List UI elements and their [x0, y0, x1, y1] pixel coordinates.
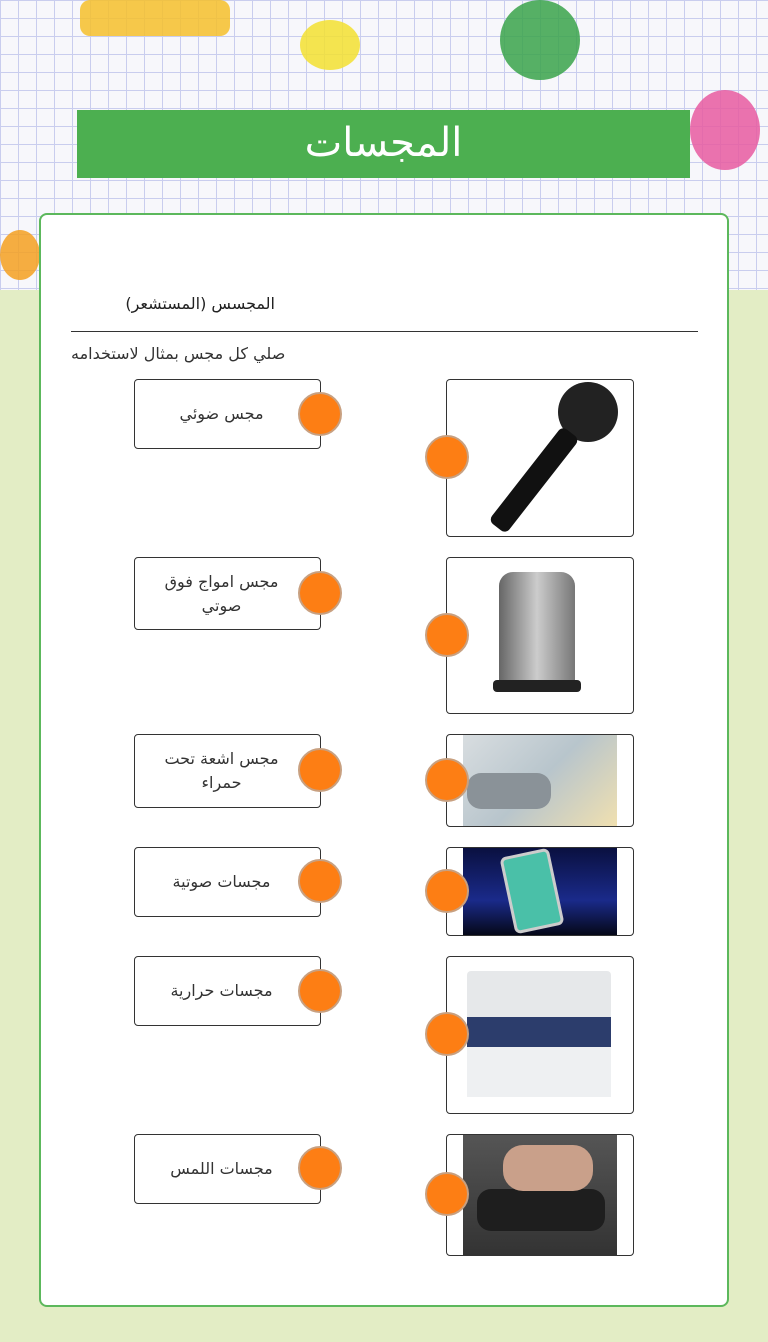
match-left-item[interactable]: [134, 847, 321, 917]
match-right-item[interactable]: [446, 956, 634, 1114]
question-instruction: صلي كل مجس بمثال لاستخدامه: [71, 344, 286, 363]
microphone-image: [463, 380, 617, 536]
right-connector-dot[interactable]: [425, 613, 469, 657]
school-bus-doodle: [80, 0, 230, 36]
match-right-item[interactable]: [446, 557, 634, 714]
left-connector-dot[interactable]: [298, 748, 342, 792]
right-connector-dot[interactable]: [425, 869, 469, 913]
match-left-item[interactable]: [134, 1134, 321, 1204]
match-left-item[interactable]: [134, 379, 321, 449]
printer-image: [463, 957, 617, 1113]
match-right-item[interactable]: [446, 734, 634, 827]
match-right-item[interactable]: [446, 379, 634, 537]
match-left-item[interactable]: [134, 557, 321, 630]
question-title: المجسس (المستشعر): [125, 294, 275, 313]
kettle-image: [463, 558, 617, 713]
smartphone-image: [463, 848, 617, 935]
left-connector-dot[interactable]: [298, 392, 342, 436]
divider: [71, 331, 698, 332]
match-left-item[interactable]: [134, 956, 321, 1026]
right-connector-dot[interactable]: [425, 1172, 469, 1216]
left-connector-dot[interactable]: [298, 969, 342, 1013]
match-right-item[interactable]: [446, 847, 634, 936]
tree-doodle: [500, 0, 580, 80]
right-connector-dot[interactable]: [425, 758, 469, 802]
match-right-item[interactable]: [446, 1134, 634, 1256]
right-connector-dot[interactable]: [425, 435, 469, 479]
left-connector-dot[interactable]: [298, 859, 342, 903]
left-connector-dot[interactable]: [298, 571, 342, 615]
label: مجسات حرارية: [170, 981, 273, 1000]
game-controller-image: [463, 1135, 617, 1255]
left-connector-dot[interactable]: [298, 1146, 342, 1190]
label: مجس امواج فوق صوتي: [164, 571, 279, 615]
flower-doodle: [0, 230, 40, 280]
right-connector-dot[interactable]: [425, 1012, 469, 1056]
page-title: المجسات: [77, 110, 690, 178]
apple-doodle: [300, 20, 360, 70]
label: مجس اشعة تحت حمراء: [164, 749, 279, 792]
label: مجس ضوئي: [179, 404, 264, 423]
car-sensor-image: [463, 735, 617, 826]
label: مجسات اللمس: [170, 1159, 273, 1178]
backpack-doodle: [690, 90, 760, 170]
match-left-item[interactable]: [134, 734, 321, 808]
label: مجسات صوتية: [172, 872, 271, 891]
